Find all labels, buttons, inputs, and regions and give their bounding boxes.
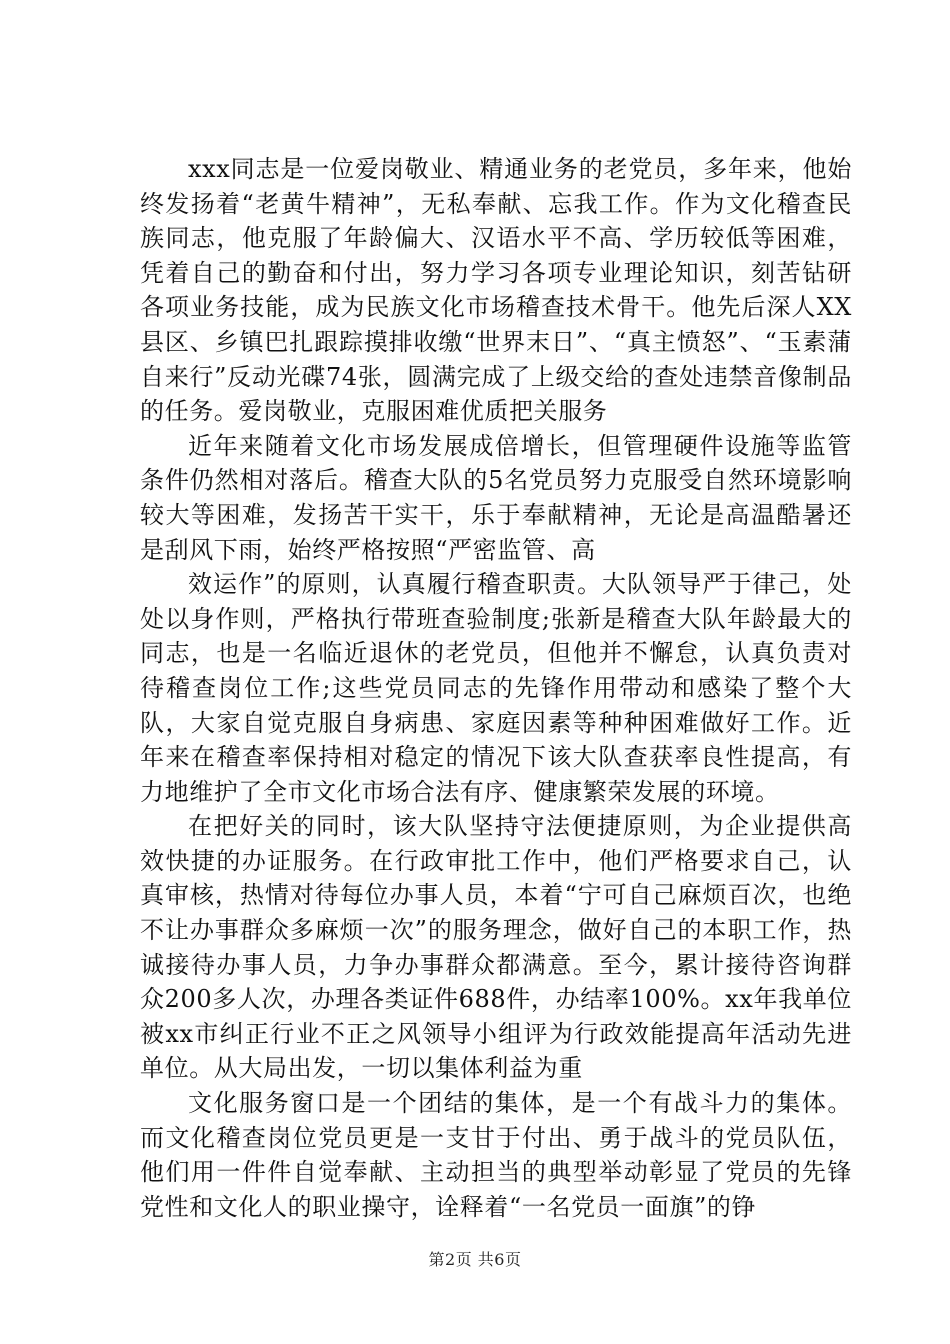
paragraph-3: 效运作”的原则，认真履行稽查职责。大队领导严于律己，处处以身作则，严格执行带班查验制度;张新是稽查大队年龄最大的同志，也是一名临近退休的老党员，但他并不懈怠，认真负责对待稽查岗位工作;这些党员同志的先锋作用带动和感染了整个大队，大家自觉克服自身病患、家庭因素等种种困难做好工作。近年来在稽查率保持相对稳定的情况下该大队查获率良性提高，有力地维护了全市文化市场合法有序、健康繁荣发展的环境。 bbox=[140, 570, 852, 806]
document-body bbox=[140, 152, 852, 1224]
page-footer: 第2页 共6页 bbox=[428, 1250, 522, 1269]
paragraph-4: 在把好关的同时，该大队坚持守法便捷原则，为企业提供高效快捷的办证服务。在行政审批工作中，他们严格要求自己，认真审核，热情对待每位办事人员，本着“宁可自己麻烦百次，也绝不让办事群众多麻烦一次”的服务理念，做好自己的本职工作，热诚接待办事人员，力争办事群众都满意。至今，累计接待咨询群众200多人次，办理各类证件688件，办结率100%。xx年我单位被xx市纠正行业不正之风领导小组评为行政效能提高年活动先进单位。从大局出发，一切以集体利益为重 bbox=[140, 812, 852, 1083]
paragraph-2: 近年来随着文化市场发展成倍增长，但管理硬件设施等监管条件仍然相对落后。稽查大队的5名党员努力克服受自然环境影响较大等困难，发扬苦干实干，乐于奉献精神，无论是高温酷暑还是刮风下雨，始终严格按照“严密监管、高 bbox=[140, 431, 852, 564]
paragraph-5: 文化服务窗口是一个团结的集体，是一个有战斗力的集体。而文化稽查岗位党员更是一支甘于付出、勇于战斗的党员队伍，他们用一件件自觉奉献、主动担当的典型举动彰显了党员的先锋党性和文化人的职业操守，诠释着“一名党员一面旗”的铮 bbox=[140, 1089, 852, 1221]
paragraph-1: xxx同志是一位爱岗敬业、精通业务的老党员，多年来，他始终发扬着“老黄牛精神”，无私奉献、忘我工作。作为文化稽查民族同志，他克服了年龄偏大、汉语水平不高、学历较低等困难，凭着自己的勤奋和付出，努力学习各项专业理论知识，刻苦钻研各项业务技能，成为民族文化市场稽查技术骨干。他先后深人XX县区、乡镇巴扎跟踪摸排收缴“世界末日”、“真主愤怒”、“玉素蒲自来行”反动光碟74张，圆满完成了上级交给的查处违禁音像制品的任务。爱岗敬业，克服困难优质把关服务 bbox=[140, 155, 852, 426]
